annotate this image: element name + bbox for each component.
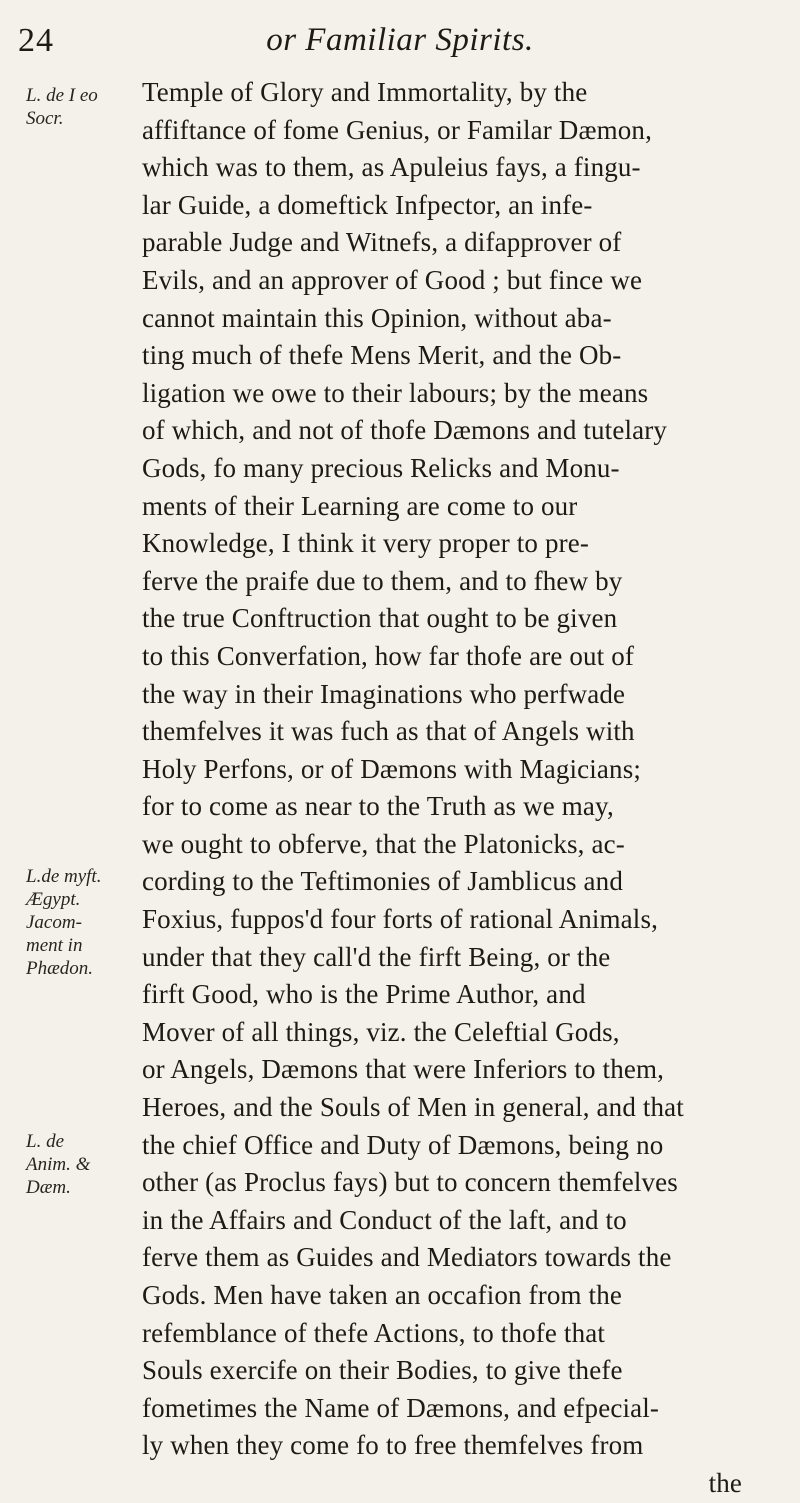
text-line: refemblance of thefe Actions, to thofe that xyxy=(142,1317,606,1348)
text-line: other (as Proclus fays) but to concern themfelves xyxy=(142,1167,678,1198)
text-line: ments of their Learning are come to our xyxy=(142,490,578,521)
text-line: Holy Perfons, or of Dæmons with Magicians; xyxy=(142,753,642,784)
margin-note-line: L. de I eo xyxy=(26,85,98,106)
body-text xyxy=(142,74,782,1503)
text-line: Mover of all things, viz. the Celeftial Gods, xyxy=(142,1016,620,1047)
text-line: the chief Office and Duty of Dæmons, being no xyxy=(142,1129,664,1160)
margin-note-1 xyxy=(26,84,134,130)
margin-note-line: Anim. & xyxy=(26,1154,91,1175)
text-line: ferve the praife due to them, and to fhew by xyxy=(142,565,623,596)
text-line: for to come as near to the Truth as we may, xyxy=(142,791,614,822)
text-line: cording to the Teftimonies of Jamblicus and xyxy=(142,866,623,897)
text-line: Temple of Glory and Immortality, by the xyxy=(142,77,588,107)
text-line: ferve them as Guides and Mediators towards the xyxy=(142,1242,672,1273)
text-line: Souls exercife on their Bodies, to give thefe xyxy=(142,1355,623,1386)
text-line: Foxius, fuppos'd four forts of rational Animals, xyxy=(142,904,659,935)
text-line: under that they call'd the firft Being, or the xyxy=(142,941,611,972)
margin-note-line: Dæm. xyxy=(26,1177,71,1198)
margin-note-line: Phædon. xyxy=(26,958,94,979)
text-line: cannot maintain this Opinion, without aba- xyxy=(142,302,612,333)
text-line: ligation we owe to their labours; by the means xyxy=(142,377,649,408)
catchword: the xyxy=(708,1467,742,1498)
margin-note-line: Ægypt. xyxy=(26,889,81,910)
text-line: of which, and not of thofe Dæmons and tutelary xyxy=(142,415,668,446)
margin-note-line: ment in xyxy=(26,935,83,956)
text-line: fometimes the Name of Dæmons, and efpecial- xyxy=(142,1392,660,1423)
margin-note-line: Jacom- xyxy=(26,912,82,933)
margin-note-line: L.de myft. xyxy=(26,866,102,887)
text-line: Heroes, and the Souls of Men in general, and that xyxy=(142,1092,684,1123)
text-line: in the Affairs and Conduct of the laft, and to xyxy=(142,1204,627,1235)
text-line: Evils, and an approver of Good ; but fince we xyxy=(142,264,643,295)
margin-note-line: Socr. xyxy=(26,108,64,129)
page-number: 24 xyxy=(18,22,54,59)
text-line: lar Guide, a domeftick Infpector, an infe- xyxy=(142,189,593,220)
text-line: to this Converfation, how far thofe are out of xyxy=(142,640,635,671)
text-line: which was to them, as Apuleius fays, a fingu- xyxy=(142,152,641,183)
text-line: affiftance of fome Genius, or Familar Dæmon, xyxy=(142,114,652,145)
running-head: or Familiar Spirits. xyxy=(266,22,534,58)
text-line: or Angels, Dæmons that were Inferiors to them, xyxy=(142,1054,665,1085)
text-line: the true Conftruction that ought to be given xyxy=(142,603,618,634)
text-line: Knowledge, I think it very proper to pre- xyxy=(142,528,590,559)
text-line: firft Good, who is the Prime Author, and xyxy=(142,979,586,1010)
text-line: ly when they come fo to free themfelves from xyxy=(142,1430,644,1461)
text-line: Gods. Men have taken an occafion from the xyxy=(142,1280,622,1310)
text-line: we ought to obferve, that the Platonicks, ac- xyxy=(142,828,625,859)
text-line: parable Judge and Witnefs, a difapprover of xyxy=(142,227,622,258)
text-line: themfelves it was fuch as that of Angels with xyxy=(142,716,635,747)
margin-note-2 xyxy=(26,865,134,980)
margin-note-line: L. de xyxy=(26,1131,64,1152)
text-line: Gods, fo many precious Relicks and Monu- xyxy=(142,452,620,483)
margin-note-3 xyxy=(26,1130,134,1199)
text-line: the way in their Imaginations who perfwade xyxy=(142,678,626,709)
text-line: ting much of thefe Mens Merit, and the Ob- xyxy=(142,340,622,371)
